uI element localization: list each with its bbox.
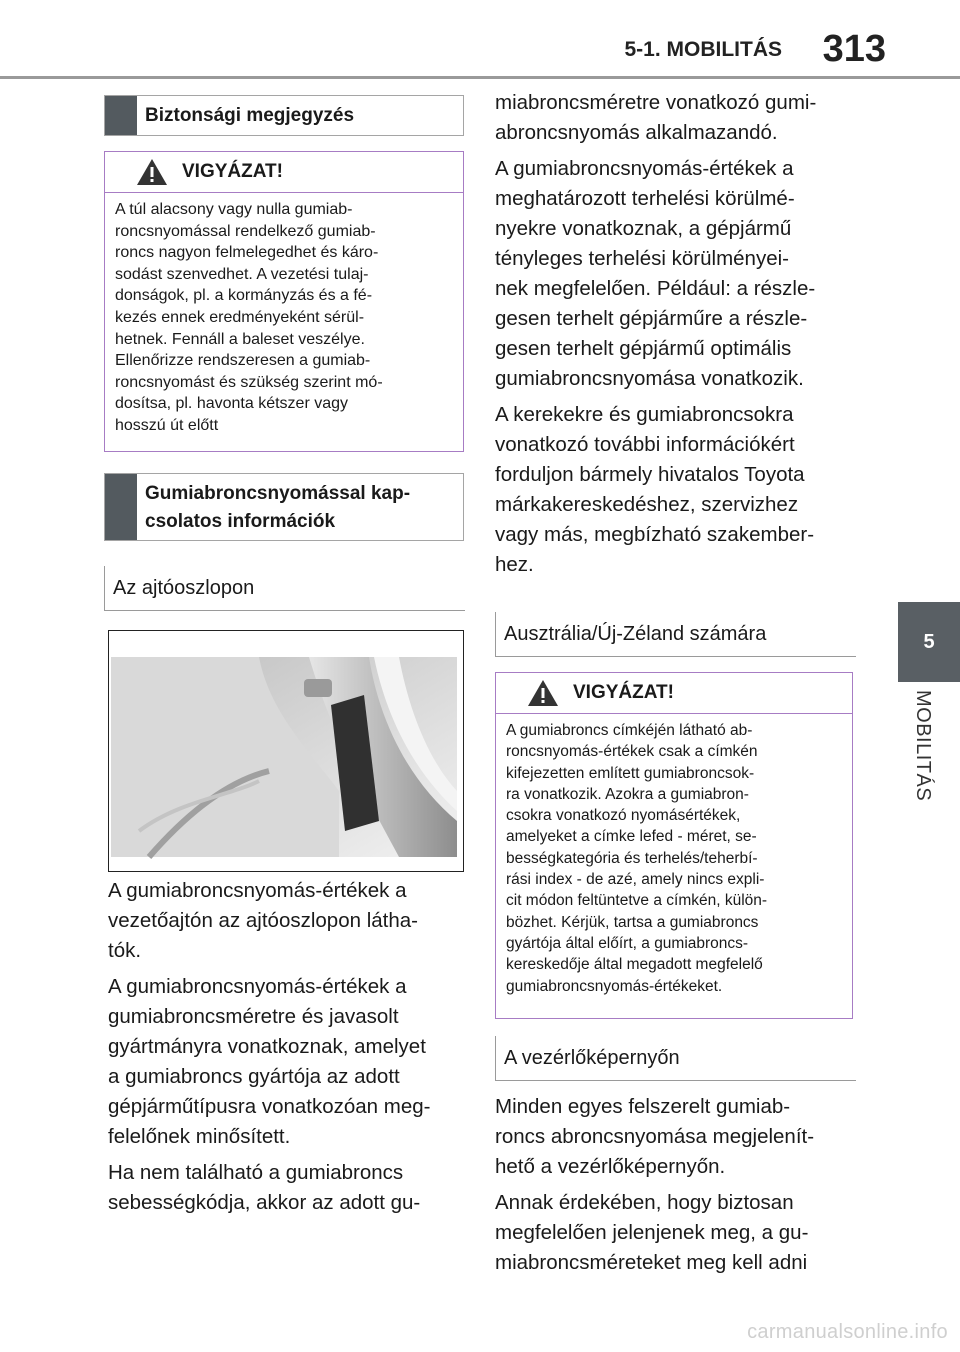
text-line: A kerekekre és gumiabroncsokra bbox=[495, 403, 794, 426]
section-heading-text bbox=[137, 474, 418, 540]
text-line: forduljon bármely hivatalos Toyota bbox=[495, 463, 805, 486]
header-rule bbox=[0, 76, 960, 79]
left-body-text bbox=[108, 876, 468, 1224]
heading-line: Gumiabroncsnyomással kap- bbox=[145, 483, 411, 504]
paragraph bbox=[495, 400, 860, 580]
text-line: amelyeket a címke lefed - méret, se- bbox=[506, 828, 757, 846]
text-line: gumiabroncsnyomása vonatkozik. bbox=[495, 367, 804, 390]
text-line: kifejezetten említett gumiabroncsok- bbox=[506, 764, 755, 782]
warning-text bbox=[496, 714, 852, 1003]
text-line: roncs nagyon felmelegedhet és káro- bbox=[115, 244, 379, 262]
text-line: megfelelően jelenjenek meg, a gu- bbox=[495, 1221, 809, 1244]
door-pillar-illustration bbox=[109, 631, 463, 871]
warning-triangle-icon bbox=[135, 157, 169, 187]
subheading-door-pillar: Az ajtóoszlopon bbox=[104, 566, 465, 611]
paragraph bbox=[108, 1158, 468, 1218]
text-line: roncsnyomást és szükség szerint mó- bbox=[115, 373, 383, 391]
text-line: rási index - de azé, amely nincs expli- bbox=[506, 871, 765, 889]
subheading-australia-nz: Ausztrália/Új-Zéland számára bbox=[495, 612, 856, 657]
subheading-control-display: A vezérlőképernyőn bbox=[495, 1036, 856, 1081]
text-line: Minden egyes felszerelt gumiab- bbox=[495, 1095, 791, 1118]
text-line: nyekre vonatkoznak, a gépjármű bbox=[495, 217, 792, 240]
text-line: sodást szenvedhet. A vezetési tulaj- bbox=[115, 265, 369, 283]
text-line: kereskedője által megadott megfelelő bbox=[506, 956, 763, 974]
text-line: hetnek. Fennáll a baleset veszélye. bbox=[115, 330, 365, 348]
text-line: gyártója által előírt, a gumiabroncs- bbox=[506, 934, 749, 952]
paragraph bbox=[495, 88, 860, 148]
text-line: A gumiabroncsnyomás-értékek a bbox=[108, 879, 407, 902]
text-line: bözhet. Kérjük, tartsa a gumiabroncs bbox=[506, 913, 759, 931]
text-line: tók. bbox=[108, 939, 142, 962]
text-line: gumiabroncsméretre és javasolt bbox=[108, 1005, 399, 1028]
text-line: hető a vezérlőképernyőn. bbox=[495, 1155, 726, 1178]
text-line: dosítsa, pl. havonta kétszer vagy bbox=[115, 395, 349, 413]
warning-triangle-icon bbox=[526, 678, 560, 708]
text-line: cit módon feltüntetve a címkén, külön- bbox=[506, 892, 768, 910]
text-line: Annak érdekében, hogy biztosan bbox=[495, 1191, 794, 1214]
text-line: meghatározott terhelési körülmé- bbox=[495, 187, 795, 210]
text-line: abroncsnyomás alkalmazandó. bbox=[495, 121, 778, 144]
warning-title-row bbox=[496, 673, 852, 714]
warning-box-label-values bbox=[495, 672, 853, 1019]
warning-box-low-pressure bbox=[104, 151, 464, 452]
text-line: bességkategória és terhelés/teherbí- bbox=[506, 849, 758, 867]
text-line: A gumiabroncsnyomás-értékek a bbox=[495, 157, 794, 180]
text-line: A túl alacsony vagy nulla gumiab- bbox=[115, 201, 353, 218]
warning-title-row bbox=[105, 152, 463, 193]
paragraph bbox=[108, 972, 468, 1152]
text-line: vezetőajtón az ajtóoszlopon látha- bbox=[108, 909, 418, 932]
text-line: gesen terhelt gépjárműre a részle- bbox=[495, 307, 808, 330]
text-line: A gumiabroncsnyomás-értékek a bbox=[108, 975, 407, 998]
text-line: márkakereskedéshez, szervizhez bbox=[495, 493, 799, 516]
heading-line: csolatos információk bbox=[145, 511, 336, 532]
text-line: hez. bbox=[495, 553, 534, 576]
section-heading-text: Biztonsági megjegyzés bbox=[145, 105, 355, 126]
section-heading-safety bbox=[104, 95, 464, 136]
text-line: nek megfelelően. Például: a részle- bbox=[495, 277, 816, 300]
running-header-section: 5-1. MOBILITÁS bbox=[624, 38, 782, 61]
heading-bar bbox=[105, 96, 137, 135]
paragraph bbox=[108, 876, 468, 966]
paragraph bbox=[495, 154, 860, 394]
text-line: miabroncsméretre vonatkozó gumi- bbox=[495, 91, 817, 114]
text-line: A gumiabroncs címkéjén látható ab- bbox=[506, 722, 753, 739]
section-heading-pressure-info bbox=[104, 473, 464, 541]
warning-text bbox=[105, 193, 463, 443]
door-pillar-label-photo bbox=[108, 630, 464, 872]
text-line: roncsnyomás-értékek csak a címkén bbox=[506, 743, 758, 761]
watermark: carmanualsonline.info bbox=[747, 1321, 948, 1343]
text-line: roncs abroncsnyomása megjelenít- bbox=[495, 1125, 815, 1148]
text-line: sebességkódja, akkor az adott gu- bbox=[108, 1191, 421, 1214]
text-line: vagy más, megbízható szakember- bbox=[495, 523, 815, 546]
text-line: vonatkozó további információkért bbox=[495, 433, 795, 456]
paragraph bbox=[495, 1092, 860, 1182]
page-number: 313 bbox=[822, 28, 886, 70]
text-line: a gumiabroncs gyártója az adott bbox=[108, 1065, 400, 1088]
right-body-text bbox=[495, 88, 860, 586]
text-line: gesen terhelt gépjármű optimális bbox=[495, 337, 792, 360]
text-line: felelőnek minősített. bbox=[108, 1125, 291, 1148]
text-line: gyártmányra vonatkoznak, amelyet bbox=[108, 1035, 426, 1058]
text-line: donságok, pl. a kormányzás és a fé- bbox=[115, 287, 373, 305]
text-line: hosszú út előtt bbox=[115, 416, 219, 434]
paragraph bbox=[495, 1188, 860, 1278]
text-line: Ha nem található a gumiabroncs bbox=[108, 1161, 404, 1184]
heading-bar bbox=[105, 474, 137, 540]
chapter-tab[interactable]: 5 bbox=[898, 602, 960, 682]
display-body-text bbox=[495, 1092, 860, 1284]
warning-title: VIGYÁZAT! bbox=[573, 682, 674, 703]
text-line: ra vonatkozik. Azokra a gumiabron- bbox=[506, 785, 749, 803]
text-line: csokra vonatkozó nyomásértékek, bbox=[506, 807, 741, 825]
text-line: roncsnyomással rendelkező gumiab- bbox=[115, 222, 376, 240]
text-line: gépjárműtípusra vonatkozóan meg- bbox=[108, 1095, 431, 1118]
text-line: tényleges terhelési körülményei- bbox=[495, 247, 789, 270]
text-line: gumiabroncsnyomás-értékeket. bbox=[506, 977, 723, 995]
text-line: kezés ennek eredményeként sérül- bbox=[115, 308, 365, 326]
text-line: miabroncsméreteket meg kell adni bbox=[495, 1251, 808, 1274]
text-line: Ellenőrizze rendszeresen a gumiab- bbox=[115, 352, 371, 370]
chapter-tab-label: MOBILITÁS bbox=[912, 690, 934, 802]
warning-title: VIGYÁZAT! bbox=[182, 161, 283, 182]
